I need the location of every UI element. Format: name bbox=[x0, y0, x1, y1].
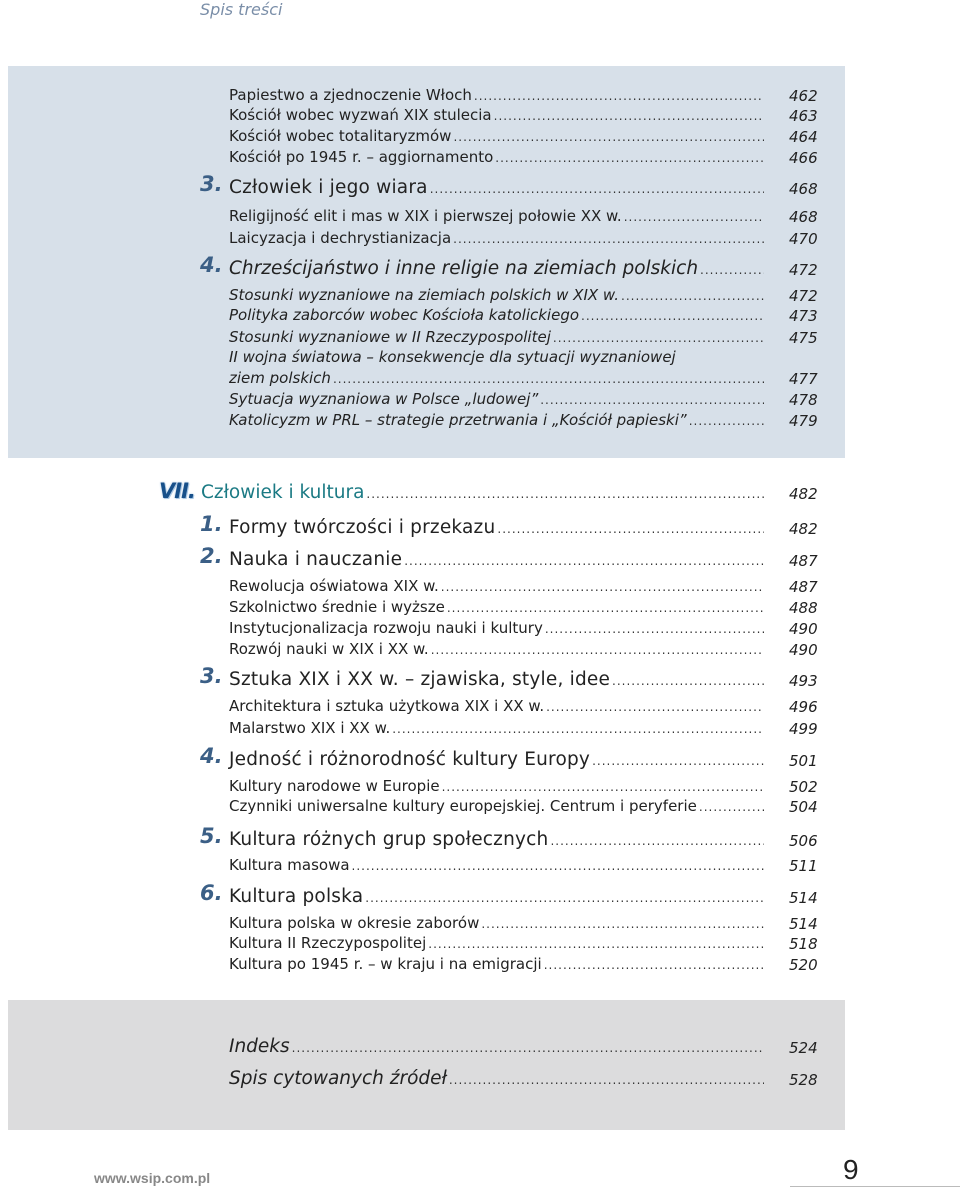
toc-page-number: 466 bbox=[789, 149, 818, 167]
toc-chapter-entry[interactable] bbox=[229, 886, 764, 908]
toc-entry-title: Kultura polska bbox=[229, 886, 364, 907]
toc-entry-title: Spis cytowanych źródeł bbox=[229, 1068, 447, 1089]
toc-entry-title: Indeks bbox=[229, 1036, 290, 1057]
toc-page-number: 504 bbox=[789, 798, 818, 816]
toc-entry-title: Nauka i nauczanie bbox=[229, 549, 403, 570]
toc-entry-title: Kościół wobec wyzwań XIX stulecia bbox=[229, 106, 492, 124]
toc-page-number: 468 bbox=[789, 208, 818, 226]
toc-page-number: 470 bbox=[789, 230, 818, 248]
toc-entry[interactable] bbox=[229, 577, 764, 599]
dot-leader bbox=[453, 232, 764, 246]
toc-entry-title: Rewolucja oświatowa XIX w. bbox=[229, 577, 439, 595]
toc-entry-title: Kultura II Rzeczypospolitej bbox=[229, 934, 427, 952]
toc-page-number: 487 bbox=[789, 578, 818, 596]
toc-chapter-entry[interactable] bbox=[229, 829, 764, 851]
toc-entry[interactable] bbox=[229, 148, 764, 170]
dot-leader bbox=[612, 674, 764, 688]
toc-entry-title: Papiestwo a zjednoczenie Włoch bbox=[229, 86, 472, 104]
toc-chapter-entry[interactable] bbox=[229, 669, 764, 691]
dot-leader bbox=[428, 937, 764, 951]
dot-leader bbox=[581, 309, 764, 323]
toc-entry-title: Architektura i sztuka użytkowa XIX i XX w. bbox=[229, 697, 545, 715]
toc-entry-title: Rozwój nauki w XIX i XX w. bbox=[229, 640, 429, 658]
toc-entry-title: Chrześcijaństwo i inne religie na ziemiach polskich bbox=[229, 258, 699, 279]
dot-leader bbox=[453, 130, 764, 144]
toc-entry[interactable] bbox=[229, 719, 764, 741]
toc-entry-title: Stosunki wyznaniowe w II Rzeczypospolitej bbox=[229, 328, 551, 346]
toc-page-number: 478 bbox=[789, 391, 818, 409]
dot-leader bbox=[546, 700, 764, 714]
toc-chapter-entry[interactable] bbox=[229, 517, 764, 539]
toc-entry-title: Religijność elit i mas w XIX i pierwszej połowie XX w. bbox=[229, 207, 622, 225]
toc-page-number: 479 bbox=[789, 412, 818, 430]
toc-entry-title: Formy twórczości i przekazu bbox=[229, 517, 496, 538]
toc-page-number: 490 bbox=[789, 620, 818, 638]
toc-entry[interactable] bbox=[229, 640, 764, 662]
toc-panel-appendix bbox=[8, 1000, 845, 1130]
toc-part-title: Człowiek i kultura bbox=[201, 482, 365, 503]
toc-chapter-entry[interactable] bbox=[229, 749, 764, 771]
toc-page-number: 496 bbox=[789, 698, 818, 716]
dot-leader bbox=[392, 722, 764, 736]
dot-leader bbox=[624, 210, 764, 224]
dot-leader bbox=[621, 289, 764, 303]
toc-page-number: 520 bbox=[789, 956, 818, 974]
toc-entry[interactable] bbox=[229, 390, 764, 412]
toc-entry[interactable] bbox=[229, 934, 764, 956]
toc-page-number: 468 bbox=[789, 180, 818, 198]
chapter-number: 2. bbox=[200, 544, 223, 568]
toc-page-number: 502 bbox=[789, 778, 818, 796]
toc-page-number: 514 bbox=[789, 889, 818, 907]
toc-entry[interactable] bbox=[229, 598, 764, 620]
toc-entry-title: II wojna światowa – konsekwencje dla sytuacji wyznaniowej bbox=[229, 348, 676, 366]
toc-entry-title: Sytuacja wyznaniowa w Polsce „ludowej” bbox=[229, 390, 539, 408]
toc-entry-title: Polityka zaborców wobec Kościoła katolickiego bbox=[229, 306, 580, 324]
toc-entry[interactable] bbox=[229, 106, 764, 128]
toc-entry-title: Katolicyzm w PRL – strategie przetrwania i „Kościół papieski” bbox=[229, 411, 687, 429]
toc-entry[interactable] bbox=[229, 286, 764, 308]
toc-entry-title: Kościół wobec totalitaryzmów bbox=[229, 127, 452, 145]
toc-entry[interactable] bbox=[229, 328, 764, 350]
chapter-number: 5. bbox=[200, 824, 223, 848]
toc-part-entry[interactable] bbox=[201, 482, 764, 504]
dot-leader bbox=[540, 393, 764, 407]
dot-leader bbox=[441, 580, 764, 594]
toc-entry[interactable] bbox=[229, 777, 764, 799]
toc-entry-title: Stosunki wyznaniowe na ziemiach polskich w XIX w. bbox=[229, 286, 620, 304]
toc-entry-title: Laicyzacja i dechrystianizacja bbox=[229, 229, 452, 247]
toc-page-number: 482 bbox=[789, 485, 818, 503]
toc-page-number: 499 bbox=[789, 720, 818, 738]
toc-entry[interactable] bbox=[229, 127, 764, 149]
dot-leader bbox=[494, 109, 764, 123]
toc-page-number: 524 bbox=[789, 1039, 818, 1057]
toc-page-number: 482 bbox=[789, 520, 818, 538]
toc-entry[interactable] bbox=[229, 797, 764, 819]
dot-leader bbox=[365, 891, 764, 905]
dot-leader bbox=[474, 89, 764, 103]
toc-entry-title: Człowiek i jego wiara bbox=[229, 177, 428, 198]
dot-leader bbox=[404, 554, 764, 568]
toc-entry[interactable] bbox=[229, 86, 764, 108]
chapter-number: 6. bbox=[200, 881, 223, 905]
dot-leader bbox=[699, 800, 764, 814]
toc-entry-title: Czynniki uniwersalne kultury europejskiej. Centrum i peryferie bbox=[229, 797, 697, 815]
toc-chapter-entry[interactable] bbox=[229, 1036, 764, 1058]
chapter-number: 4. bbox=[200, 253, 223, 277]
toc-page-number: 487 bbox=[789, 552, 818, 570]
part-roman-numeral: VII. bbox=[159, 479, 195, 503]
chapter-number: 3. bbox=[200, 172, 223, 196]
toc-entry[interactable] bbox=[229, 229, 764, 251]
toc-entry-title: Kultury narodowe w Europie bbox=[229, 777, 440, 795]
toc-page-number: 506 bbox=[789, 832, 818, 850]
dot-leader bbox=[366, 487, 764, 501]
toc-entry-title: Kościół po 1945 r. – aggiornamento bbox=[229, 148, 494, 166]
dot-leader bbox=[495, 151, 764, 165]
dot-leader bbox=[544, 958, 764, 972]
toc-chapter-entry[interactable] bbox=[229, 1068, 764, 1090]
dot-leader bbox=[497, 522, 764, 536]
dot-leader bbox=[449, 1073, 764, 1087]
page-number-rule bbox=[790, 1186, 960, 1187]
toc-page-number: 463 bbox=[789, 107, 818, 125]
toc-entry[interactable] bbox=[229, 697, 764, 719]
toc-entry[interactable] bbox=[229, 207, 764, 229]
toc-entry-title: Szkolnictwo średnie i wyższe bbox=[229, 598, 445, 616]
toc-entry-title: Sztuka XIX i XX w. – zjawiska, style, idee bbox=[229, 669, 611, 690]
toc-entry-title: Kultura po 1945 r. – w kraju i na emigracji bbox=[229, 955, 542, 973]
toc-entry[interactable] bbox=[229, 955, 764, 977]
dot-leader bbox=[431, 643, 764, 657]
toc-page-number: 528 bbox=[789, 1071, 818, 1089]
toc-entry[interactable] bbox=[229, 348, 764, 370]
dot-leader bbox=[689, 414, 764, 428]
chapter-number: 4. bbox=[200, 744, 223, 768]
toc-entry-title: Jedność i różnorodność kultury Europy bbox=[229, 749, 591, 770]
toc-page-number: 493 bbox=[789, 672, 818, 690]
dot-leader bbox=[481, 917, 764, 931]
dot-leader bbox=[447, 601, 764, 615]
dot-leader bbox=[292, 1041, 764, 1055]
chapter-number: 3. bbox=[200, 664, 223, 688]
toc-page-number: 475 bbox=[789, 329, 818, 347]
running-title: Spis treści bbox=[200, 0, 283, 19]
toc-entry-title: ziem polskich bbox=[229, 369, 331, 387]
toc-entry-title: Kultura masowa bbox=[229, 856, 350, 874]
page-number: 9 bbox=[843, 1154, 859, 1185]
toc-page-number: 472 bbox=[789, 261, 818, 279]
dot-leader bbox=[430, 182, 764, 196]
toc-page-number: 490 bbox=[789, 641, 818, 659]
dot-leader bbox=[550, 834, 764, 848]
toc-page-number: 501 bbox=[789, 752, 818, 770]
toc-entry-title: Kultura różnych grup społecznych bbox=[229, 829, 549, 850]
toc-chapter-entry[interactable] bbox=[229, 177, 764, 199]
dot-leader bbox=[333, 372, 764, 386]
toc-page-number: 472 bbox=[789, 287, 818, 305]
toc-page-number: 488 bbox=[789, 599, 818, 617]
toc-entry[interactable] bbox=[229, 619, 764, 641]
toc-entry[interactable] bbox=[229, 411, 764, 433]
toc-page-number: 473 bbox=[789, 307, 818, 325]
toc-entry[interactable] bbox=[229, 369, 764, 391]
toc-entry-title: Kultura polska w okresie zaborów bbox=[229, 914, 480, 932]
toc-chapter-entry[interactable] bbox=[229, 549, 764, 571]
dot-leader bbox=[592, 754, 764, 768]
chapter-number: 1. bbox=[200, 512, 223, 536]
toc-page-number: 514 bbox=[789, 915, 818, 933]
dot-leader bbox=[700, 263, 764, 277]
toc-entry-title: Instytucjonalizacja rozwoju nauki i kultury bbox=[229, 619, 543, 637]
dot-leader bbox=[545, 622, 764, 636]
toc-entry[interactable] bbox=[229, 306, 764, 328]
toc-page-number: 464 bbox=[789, 128, 818, 146]
toc-page-number: 511 bbox=[789, 857, 818, 875]
dot-leader bbox=[442, 780, 764, 794]
toc-chapter-entry[interactable] bbox=[229, 258, 764, 280]
toc-page-number: 462 bbox=[789, 87, 818, 105]
toc-entry[interactable] bbox=[229, 856, 764, 878]
toc-page-number: 518 bbox=[789, 935, 818, 953]
publisher-url[interactable]: www.wsip.com.pl bbox=[94, 1170, 211, 1186]
dot-leader bbox=[553, 331, 764, 345]
toc-entry-title: Malarstwo XIX i XX w. bbox=[229, 719, 391, 737]
toc-entry[interactable] bbox=[229, 914, 764, 936]
dot-leader bbox=[352, 859, 764, 873]
toc-page-number: 477 bbox=[789, 370, 818, 388]
